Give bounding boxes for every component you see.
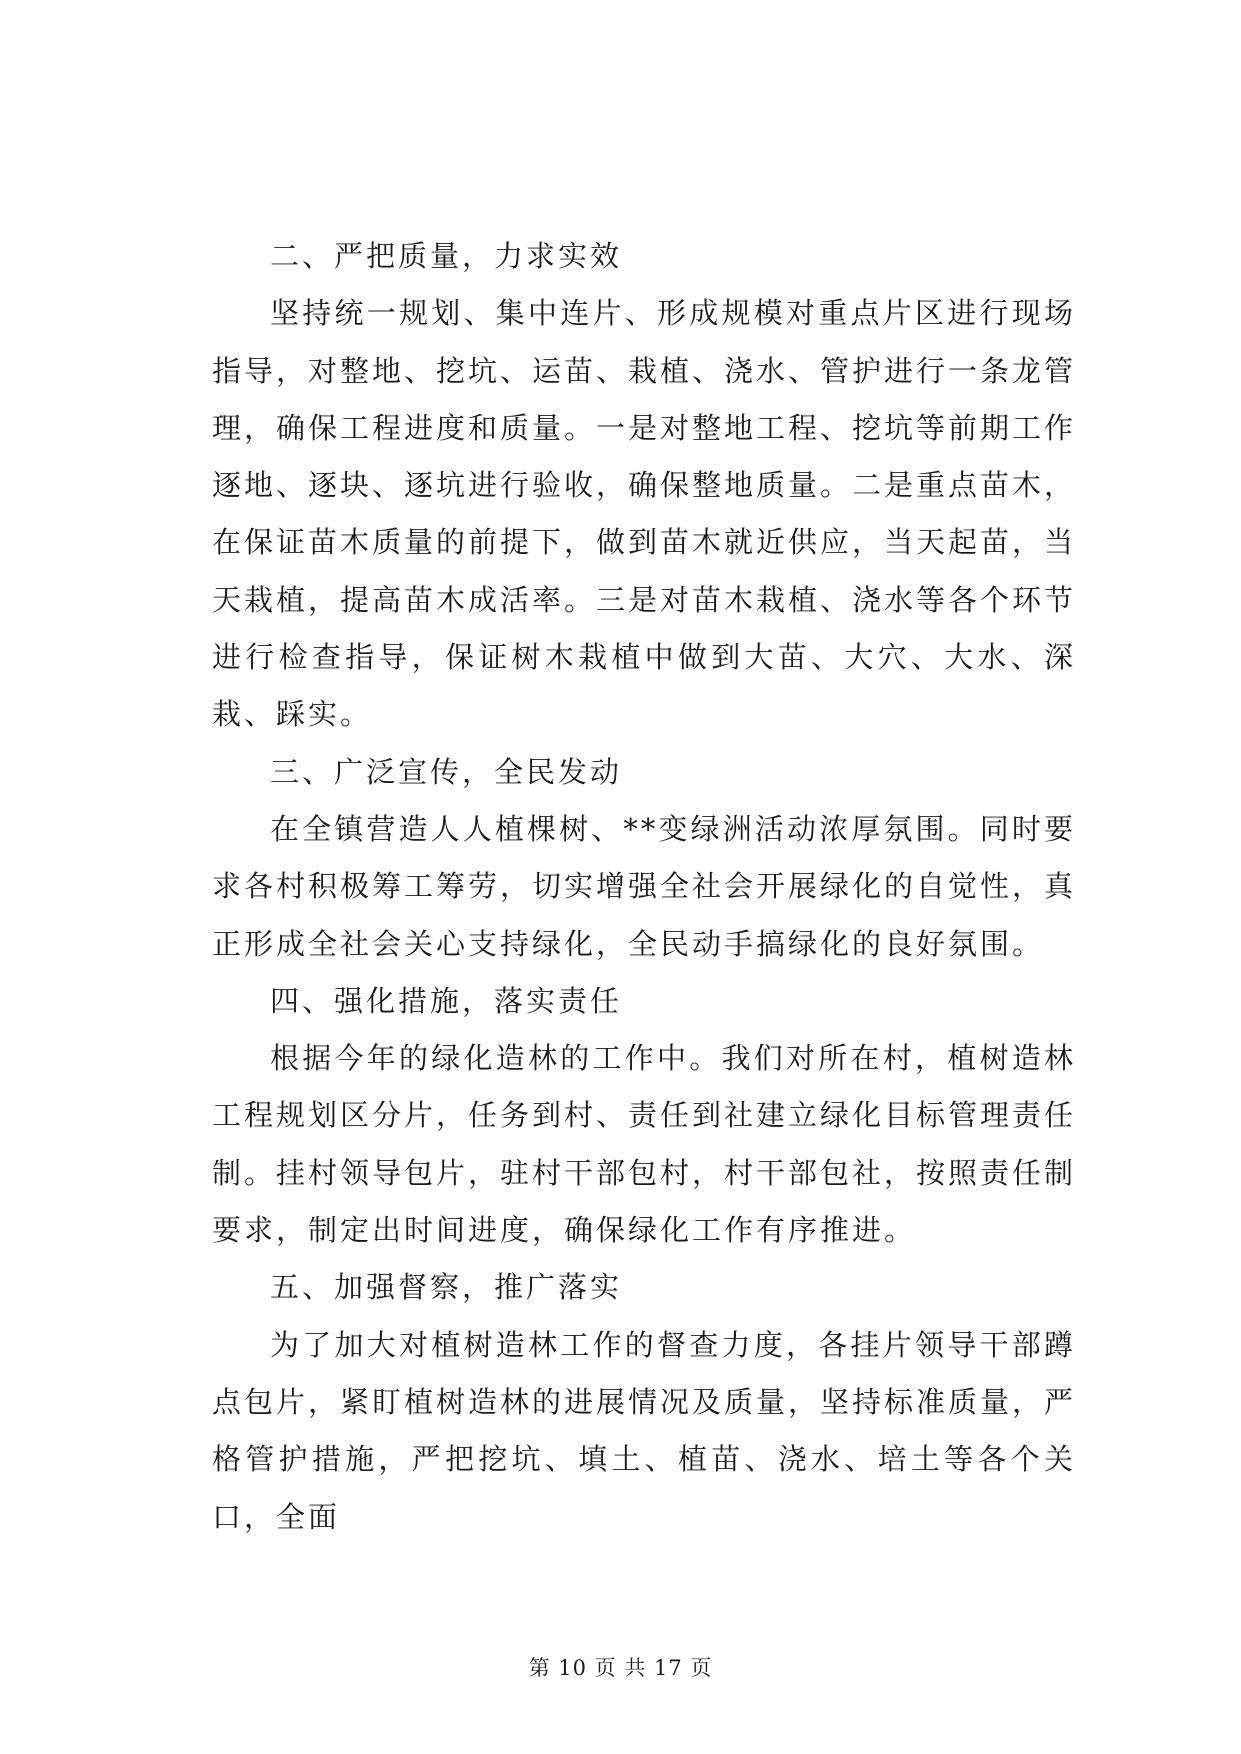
section-heading-5: 五、加强督察，推广落实 — [270, 1270, 623, 1305]
section-heading-2: 二、严把质量，力求实效 — [270, 239, 623, 273]
section-heading-3: 三、广泛宣传，全民发动 — [270, 754, 623, 789]
section-paragraph-5: 为了加大对植树造林工作的督查力度，各挂片领导干部蹲点包片，紧盯植树造林的进展情况及质量，坚持标准质量，严格管护措施，严把挖坑、填土、植苗、浇水、培土等各个关口，全面 — [212, 1327, 1077, 1534]
page-number-footer: 第 10 页 共 17 页 — [528, 1656, 713, 1680]
section-paragraph-2: 坚持统一规划、集中连片、形成规模对重点片区进行现场指导，对整地、挖坑、运苗、栽植、浇水、管护进行一条龙管理，确保工程进度和质量。一是对整地工程、挖坑等前期工作逐地、逐块、逐坑进行验收，确保整地质量。二是重点苗木，在保证苗木质量的前提下，做到苗木就近供应，当天起苗，当天栽植，提高苗木成活率。三是对苗木栽植、浇水等各个环节进行检查指导，保证树木栽植中做到大苗、大穴、大水、深栽、踩实。 — [212, 296, 1077, 732]
section-paragraph-3: 在全镇营造人人植棵树、**变绿洲活动浓厚氛围。同时要求各村积极筹工筹劳，切实增强全社会开展绿化的自觉性，真正形成全社会关心支持绿化，全民动手搞绿化的良好氛围。 — [212, 811, 1077, 961]
section-paragraph-4: 根据今年的绿化造林的工作中。我们对所在村，植树造林工程规划区分片，任务到村、责任到社建立绿化目标管理责任制。挂村领导包片，驻村干部包村，村干部包社，按照责任制要求，制定出时间进度，确保绿化工作有序推进。 — [212, 1041, 1077, 1248]
section-heading-4: 四、强化措施，落实责任 — [270, 983, 623, 1018]
document-body — [212, 228, 1076, 1546]
